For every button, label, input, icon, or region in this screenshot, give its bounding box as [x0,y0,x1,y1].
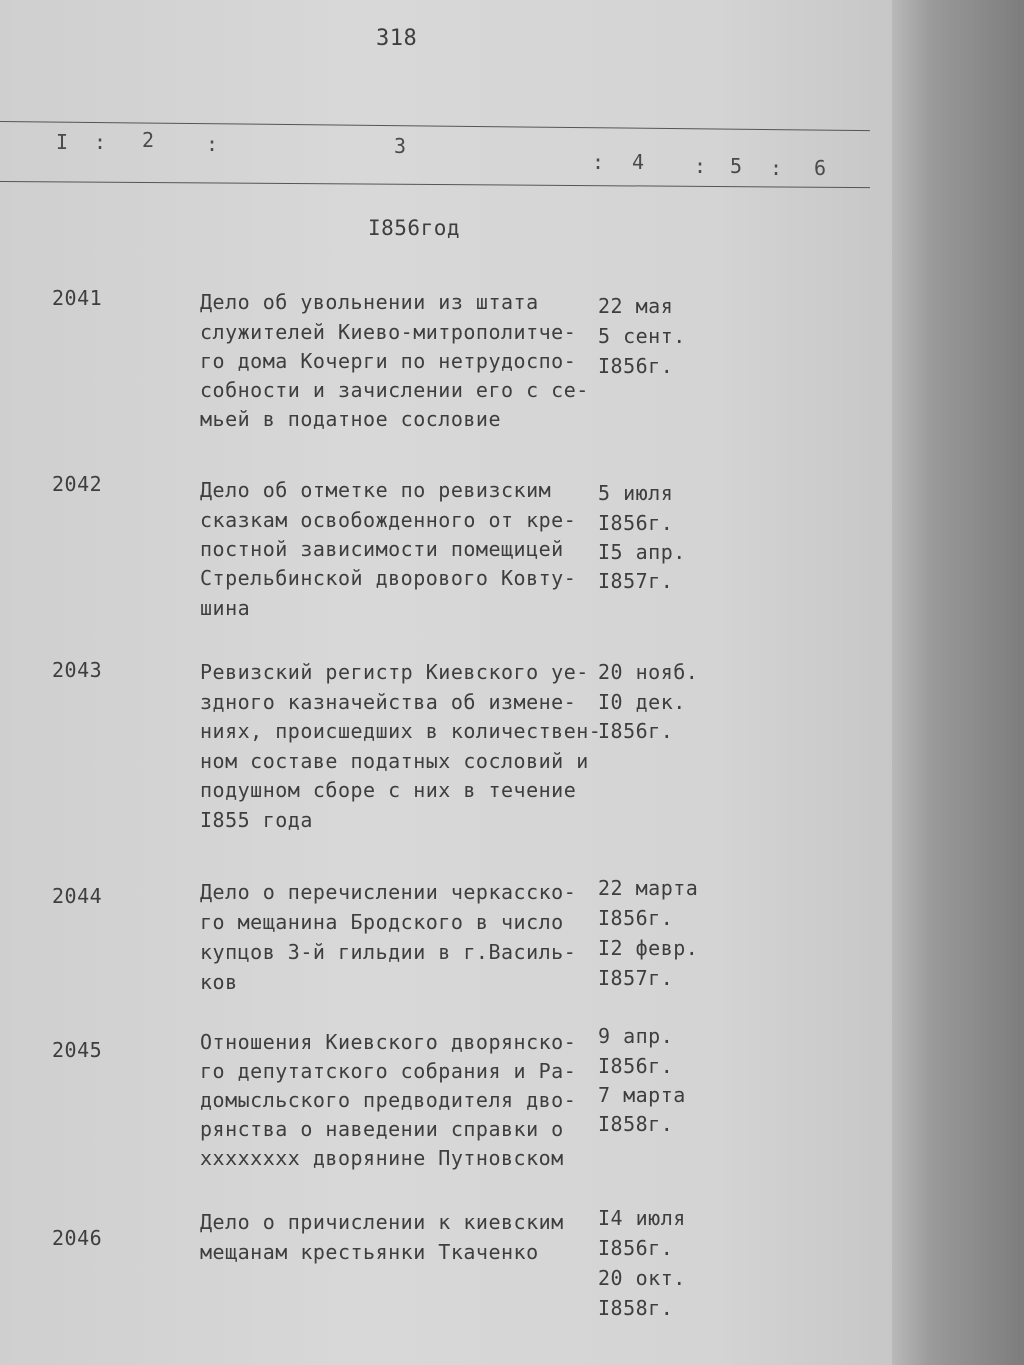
entry-text-line: сказкам освобожденного от кре- [200,508,577,532]
entry-date: I856г. [598,511,674,535]
entry-text-line: Отношения Киевского дворянско- [200,1030,577,1054]
entry-number: 2041 [52,286,103,310]
entry-number: 2044 [52,884,103,908]
column-header-sep: : [770,156,783,180]
entry-text-line: купцов 3-й гильдии в г.Василь- [200,940,577,964]
column-header-3: 3 [394,134,407,158]
entry-number: 2045 [52,1038,103,1062]
entry-number: 2043 [52,658,103,682]
entry-date: I856г. [598,719,674,743]
entry-text-line: мьей в податное сословие [200,407,501,431]
entry-text-line: Дело о причислении к киевским [200,1210,564,1234]
entry-date: I857г. [598,569,674,593]
entry-date: 20 нояб. [598,660,699,684]
entry-text-line: го дома Кочерги по нетрудоспо- [200,349,577,373]
entry-text-line: домысльского предводителя дво- [200,1088,577,1112]
column-header-2: 2 [142,128,155,152]
column-header-sep: : [592,150,605,174]
column-header-sep: : [694,154,707,178]
entry-text-line: шина [200,596,251,620]
entry-text-line: Дело об увольнении из штата [200,290,539,314]
entry-date: I858г. [598,1296,674,1320]
column-header-5: 5 [730,154,743,178]
entry-text-line: здного казначейства об измене- [200,690,577,714]
entry-date: I856г. [598,906,674,930]
entry-text-line: ков [200,970,238,994]
header-rule-bottom [0,181,870,188]
entry-date: I856г. [598,1236,674,1260]
entry-text-line: ниях, происшедших в количествен- [200,719,602,743]
entry-text-line: постной зависимости помещицей [200,537,564,561]
column-header-1: I [56,130,69,154]
entry-text-line: I855 года [200,808,313,832]
entry-text-line: Стрельбинской дворового Ковту- [200,566,577,590]
year-heading: I856год [368,216,461,240]
page-edge-shadow [892,0,1024,1365]
entry-date: 22 марта [598,876,699,900]
entry-text-line: го мещанина Бродского в число [200,910,564,934]
entry-date: I2 февр. [598,936,699,960]
entry-date: I858г. [598,1112,674,1136]
entry-text-line: хххххххх дворянине Путновском [200,1146,564,1170]
entry-date: 22 мая [598,294,674,318]
entry-date: I4 июля [598,1206,686,1230]
entry-text-line: собности и зачислении его с се- [200,378,589,402]
entry-date: 9 апр. [598,1024,674,1048]
entry-number: 2042 [52,472,103,496]
entry-number: 2046 [52,1226,103,1250]
entry-date: 7 марта [598,1083,686,1107]
entry-text-line: Ревизский регистр Киевского уе- [200,660,589,684]
entry-date: I856г. [598,354,674,378]
entry-date: I856г. [598,1054,674,1078]
entry-text-line: мещанам крестьянки Ткаченко [200,1240,539,1264]
entry-text-line: Дело о перечислении черкасско- [200,880,577,904]
page-number: 318 [376,26,418,51]
header-rule-top [0,121,870,131]
column-header-sep: : [206,132,219,156]
entry-text-line: подушном сборе с них в течение [200,778,577,802]
entry-date: I857г. [598,966,674,990]
column-header-6: 6 [814,156,827,180]
entry-text-line: рянства о наведении справки о [200,1117,564,1141]
entry-date: 20 окт. [598,1266,686,1290]
entry-text-line: го депутатского собрания и Ра- [200,1059,577,1083]
column-header-sep: : [94,130,107,154]
entry-date: I5 апр. [598,540,686,564]
entry-text-line: служителей Киево-митрополитче- [200,320,577,344]
column-header-4: 4 [632,150,645,174]
entry-text-line: ном составе податных сословий и [200,749,589,773]
entry-date: I0 дек. [598,690,686,714]
entry-text-line: Дело об отметке по ревизским [200,478,552,502]
entry-date: 5 июля [598,481,674,505]
entry-date: 5 сент. [598,324,686,348]
